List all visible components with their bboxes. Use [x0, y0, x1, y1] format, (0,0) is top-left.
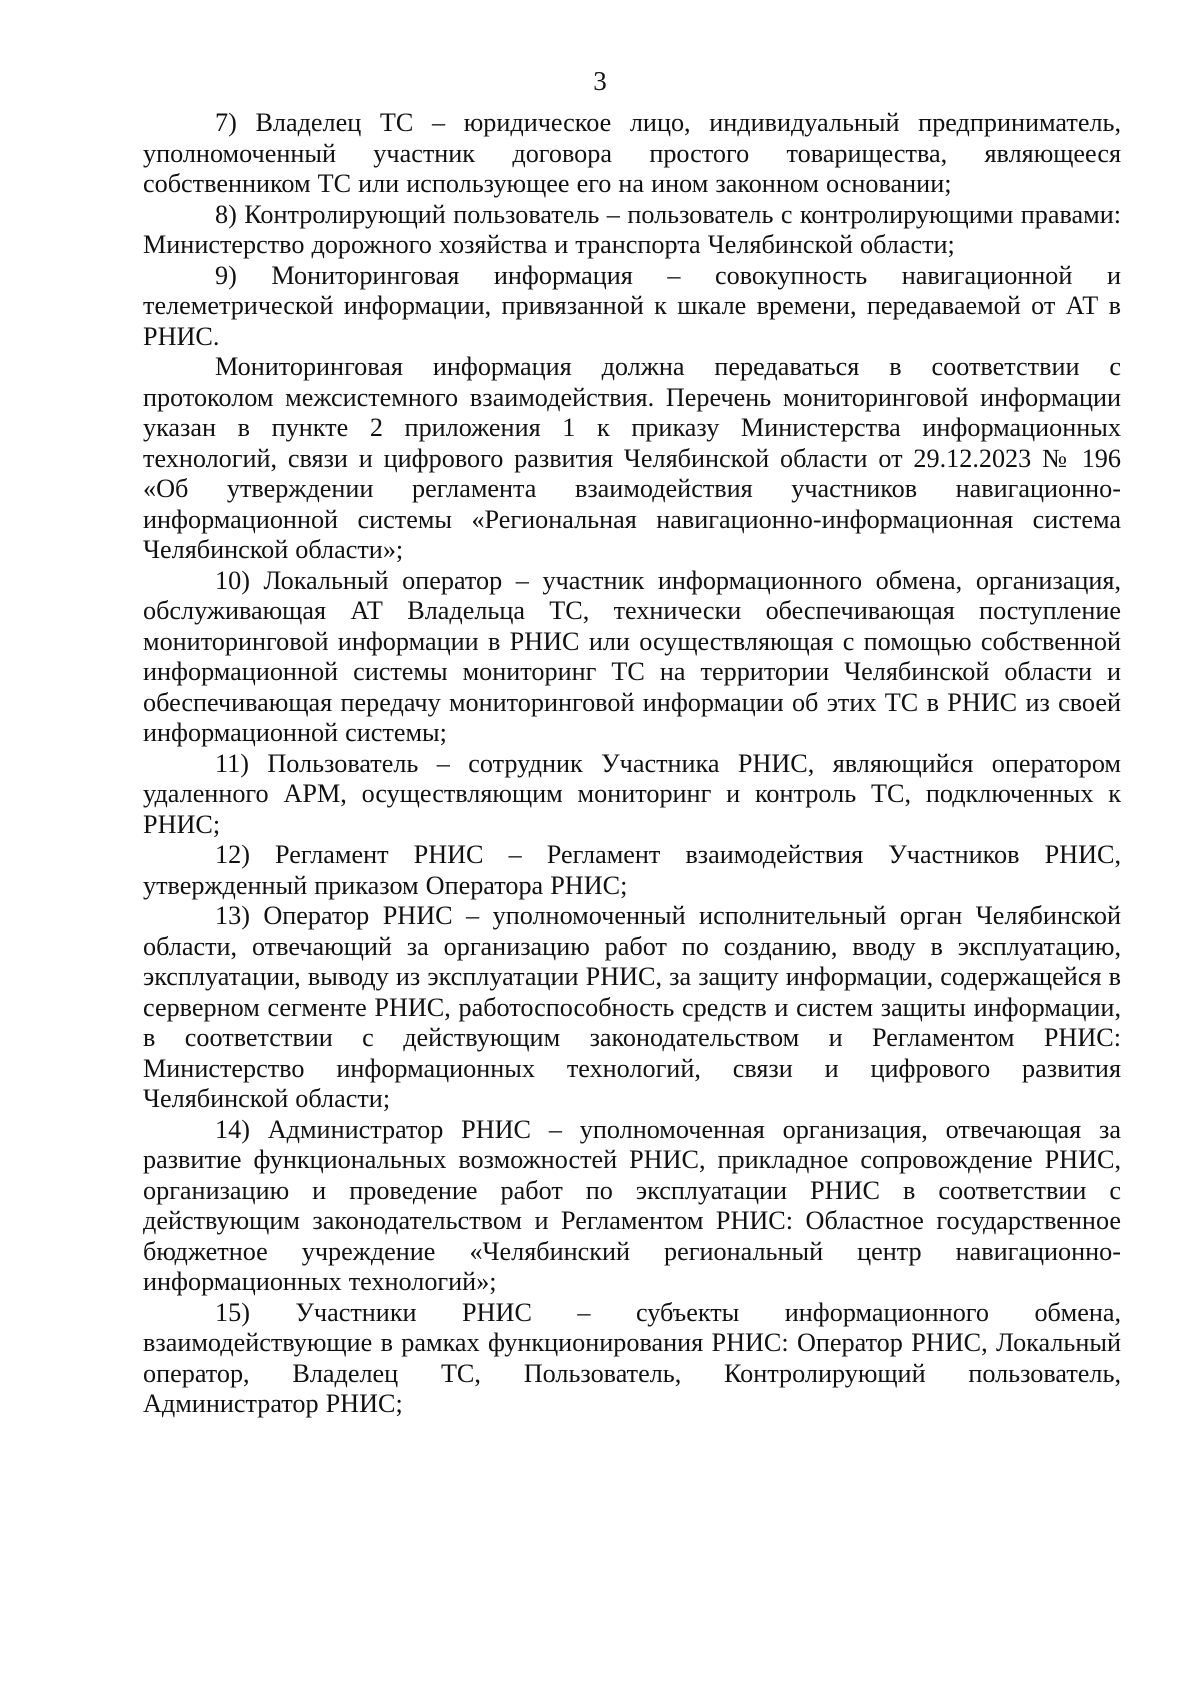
paragraph-item-7-vehicle-owner: 7) Владелец ТС – юридическое лицо, индивидуальный предприниматель, уполномоченный участник договора простого товарищества, являющееся собственником ТС или использующее его на ином законном основании;: [143, 108, 1121, 198]
paragraph-item-8-controlling-user: 8) Контролирующий пользователь – пользователь с контролирующими правами: Министерство дорожного хозяйства и транспорта Челябинской области;: [143, 199, 1121, 259]
paragraph-item-15-rnis-participants: 15) Участники РНИС – субъекты информационного обмена, взаимодействующие в рамках функционирования РНИС: Оператор РНИС, Локальный оператор, Владелец ТС, Пользователь, Контролирующий пользователь, Администратор РНИС;: [143, 1297, 1121, 1418]
paragraph-item-13-rnis-operator: 13) Оператор РНИС – уполномоченный исполнительный орган Челябинской области, отвечающий за организацию работ по созданию, вводу в эксплуатацию, эксплуатации, выводу из эксплуатации РНИС, за защиту информации, содержащейся в серверном сегменте РНИС, работоспособность средств и систем защиты информации, в соответствии с действующим законодательством и Регламентом РНИС: Министерство информационных технологий, связи и цифрового развития Челябинской области;: [143, 901, 1121, 1113]
page-number: 3: [593, 66, 607, 96]
paragraph-monitoring-info-details: Мониторинговая информация должна передаваться в соответствии с протоколом межсистемного взаимодействия. Перечень мониторинговой информации указан в пункте 2 приложения 1 к приказу Министерства информационных технологий, связи и цифрового развития Челябинской области от 29.12.2023 № 196 «Об утверждении регламента взаимодействия участников навигационно-информационной системы «Региональная навигационно-информационная система Челябинской области»;: [143, 352, 1121, 564]
document-body: [143, 108, 1121, 1420]
paragraph-item-11-user: 11) Пользователь – сотрудник Участника РНИС, являющийся оператором удаленного АРМ, осуществляющим мониторинг и контроль ТС, подключенных к РНИС;: [143, 748, 1121, 839]
paragraph-item-9-monitoring-info: 9) Мониторинговая информация – совокупность навигационной и телеметрической информации, привязанной к шкале времени, передаваемой от АТ в РНИС.: [143, 260, 1121, 351]
paragraph-item-10-local-operator: 10) Локальный оператор – участник информационного обмена, организация, обслуживающая АТ Владельца ТС, технически обеспечивающая поступление мониторинговой информации в РНИС или осуществляющая с помощью собственной информационной системы мониторинг ТС на территории Челябинской области и обеспечивающая передачу мониторинговой информации об этих ТС в РНИС из своей информационной системы;: [143, 565, 1121, 747]
paragraph-item-12-rnis-regulation: 12) Регламент РНИС – Регламент взаимодействия Участников РНИС, утвержденный приказом Оператора РНИС;: [143, 840, 1121, 900]
paragraph-item-14-rnis-administrator: 14) Администратор РНИС – уполномоченная организация, отвечающая за развитие функциональных возможностей РНИС, прикладное сопровождение РНИС, организацию и проведение работ по эксплуатации РНИС в соответствии с действующим законодательством и Регламентом РНИС: Областное государственное бюджетное учреждение «Челябинский региональный центр навигационно-информационных технологий»;: [143, 1114, 1121, 1296]
